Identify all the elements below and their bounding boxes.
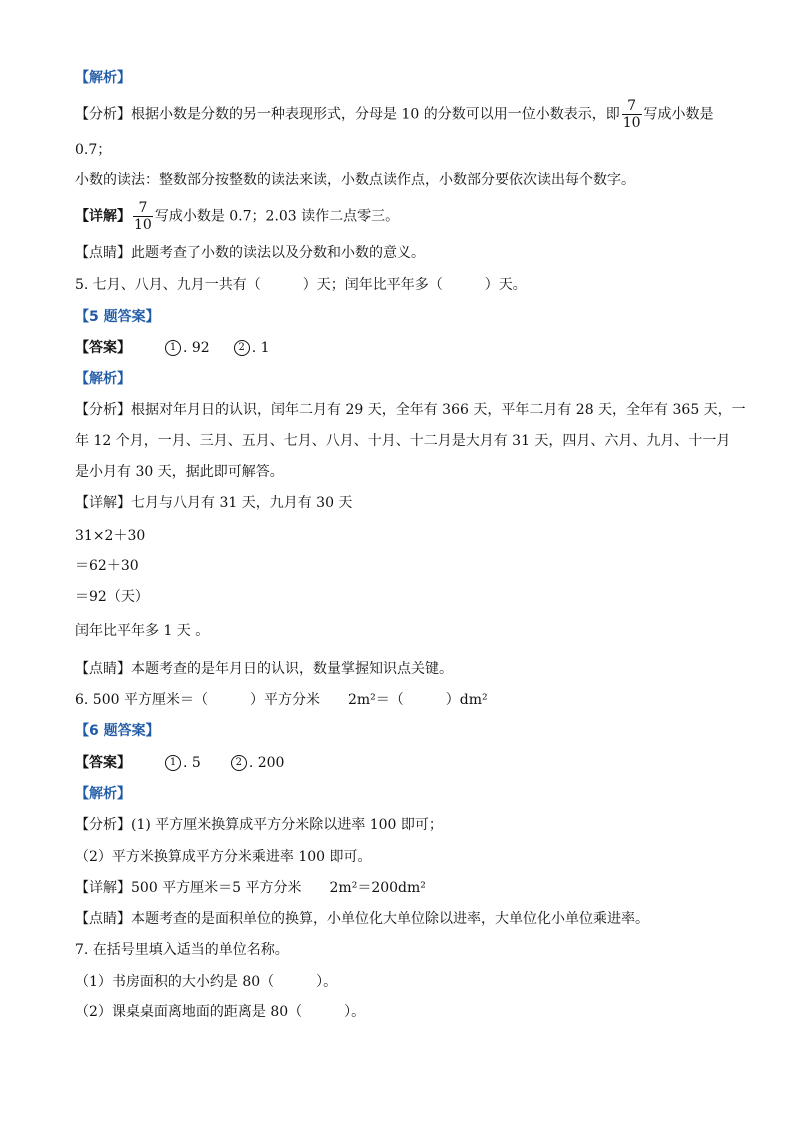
calc-5-step3: ＝92（天）: [75, 589, 149, 605]
analysis-6-line2: （2）平方米换算成平方分米乘进率 100 即可。: [75, 849, 372, 865]
detail-5: 【详解】七月与八月有 31 天，九月有 30 天: [75, 495, 353, 511]
answer-5-value-1: . 92: [183, 340, 210, 356]
question-7-part2: （2）课桌桌面离地面的距离是 80（ ）。: [75, 1004, 366, 1020]
question-6: 6. 500 平方厘米＝（ ）平方分米 2m²＝（ ）dm²: [75, 692, 488, 708]
analysis-4-line1: [75, 98, 734, 131]
calc-5-step2: ＝62＋30: [75, 558, 139, 574]
detail-6: 【详解】500 平方厘米＝5 平方分米 2m²＝200dm²: [75, 880, 426, 896]
fraction-numerator: 7: [133, 200, 153, 217]
calc-5-step4: 闰年比平年多 1 天 。: [75, 623, 210, 639]
question-7: 7. 在括号里填入适当的单位名称。: [75, 942, 289, 958]
fraction-numerator: 7: [622, 98, 642, 115]
answer-heading-5: 【5 题答案】: [75, 309, 160, 325]
circled-number-2: 2: [234, 340, 250, 356]
answer-6-line: [75, 753, 734, 773]
calc-5-step1: 31×2＋30: [75, 528, 146, 544]
analysis-4-line2: 0.7；: [75, 142, 112, 158]
fraction-denominator: 10: [622, 115, 641, 131]
jiexi-heading-5: 【解析】: [75, 371, 131, 387]
detail-4-text: 写成小数是 0.7；2.03 读作二点零三。: [154, 208, 400, 225]
answer-6-value-1: . 5: [183, 755, 201, 771]
fraction-7-10: [622, 98, 642, 131]
analysis-6-line1: 【分析】(1) 平方厘米换算成平方分米除以进率 100 即可；: [75, 817, 443, 833]
dianjing-5: 【点睛】本题考查的是年月日的认识，数量掌握知识点关键。: [75, 661, 453, 677]
dianjing-4: 【点睛】此题考查了小数的读法以及分数和小数的意义。: [75, 245, 425, 261]
detail-4-tag: 【详解】: [75, 208, 131, 225]
circled-number-2: 2: [231, 755, 247, 771]
fraction-7-10-detail: [133, 200, 153, 233]
answer-heading-6: 【6 题答案】: [75, 723, 160, 739]
answer-6-tag: 【答案】: [75, 755, 131, 771]
analysis-4-text-a: 【分析】根据小数是分数的另一种表现形式，分母是 10 的分数可以用一位小数表示，即: [75, 106, 620, 123]
jiexi-heading-6: 【解析】: [75, 786, 131, 802]
circled-number-1: 1: [165, 755, 181, 771]
analysis-4-line3: 小数的读法：整数部分按整数的读法来读，小数点读作点，小数部分要依次读出每个数字。: [75, 172, 635, 188]
answer-5-line: [75, 338, 734, 358]
analysis-4-text-b: 写成小数是: [643, 106, 714, 123]
circled-number-1: 1: [165, 340, 181, 356]
answer-6-value-2: . 200: [248, 755, 285, 771]
analysis-5-line1: 【分析】根据对年月日的认识，闰年二月有 29 天，全年有 366 天，平年二月有 28 天，全年有 365 天，一: [75, 402, 746, 418]
question-5: 5. 七月、八月、九月一共有（ ）天；闰年比平年多（ ）天。: [75, 277, 527, 293]
analysis-5-line3: 是小月有 30 天，据此即可解答。: [75, 464, 284, 480]
detail-4-line: [75, 200, 734, 233]
answer-5-value-2: . 1: [251, 340, 270, 356]
analysis-5-line2: 年 12 个月，一月、三月、五月、七月、八月、十月、十二月是大月有 31 天，四月、六月、九月、十一月: [75, 433, 731, 449]
jiexi-heading-4: 【解析】: [75, 70, 131, 86]
fraction-denominator: 10: [134, 217, 152, 233]
question-7-part1: （1）书房面积的大小约是 80（ ）。: [75, 974, 338, 990]
answer-5-tag: 【答案】: [75, 340, 131, 356]
dianjing-6: 【点睛】本题考查的是面积单位的换算，小单位化大单位除以进率，大单位化小单位乘进率。: [75, 911, 649, 927]
